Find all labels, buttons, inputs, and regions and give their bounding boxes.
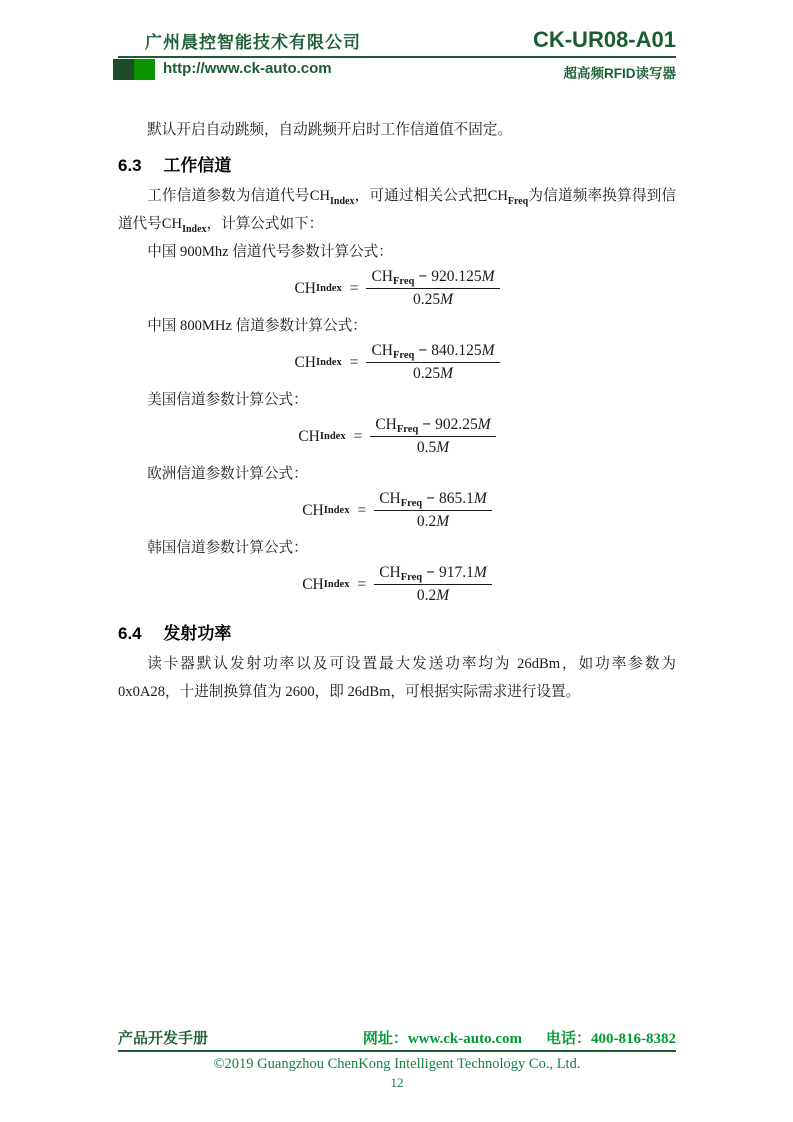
equals-sign: = bbox=[353, 427, 363, 445]
formula-label: 韩国信道参数计算公式： bbox=[147, 540, 308, 556]
fraction-numerator bbox=[370, 415, 495, 437]
fraction-numerator bbox=[366, 341, 499, 363]
formula-group-usa bbox=[118, 386, 676, 458]
manual-name: 产品开发手册 bbox=[118, 1030, 209, 1047]
freq-subscript: Freq bbox=[400, 572, 423, 583]
channel-paragraph bbox=[118, 182, 676, 238]
fraction-denominator bbox=[374, 585, 492, 606]
fraction-denominator bbox=[366, 289, 499, 310]
fraction-numerator bbox=[366, 267, 499, 289]
fraction-numerator bbox=[374, 489, 492, 511]
company-name: 广州晨控智能技术有限公司 bbox=[145, 33, 361, 52]
unit-m: M bbox=[440, 291, 454, 308]
copyright-line: ©2019 Guangzhou ChenKong Intelligent Technology Co., Ltd. bbox=[213, 1056, 581, 1072]
unit-m: M bbox=[481, 342, 495, 359]
fraction-denominator bbox=[370, 437, 495, 458]
denominator-value: 0.25 bbox=[412, 365, 441, 382]
unit-m: M bbox=[481, 268, 495, 285]
formula-group-korea bbox=[118, 534, 676, 606]
formula-group-china-800 bbox=[118, 312, 676, 384]
ch-index-subscript: Index bbox=[329, 196, 355, 207]
formula-group-china-900 bbox=[118, 238, 676, 310]
freq-subscript: Freq bbox=[393, 276, 415, 287]
formula-label: 美国信道参数计算公式： bbox=[147, 392, 308, 408]
formula-label: 中国 900Mhz 信道代号参数计算公式： bbox=[147, 244, 393, 260]
equals-sign: = bbox=[357, 501, 367, 519]
product-model: CK-UR08-A01 bbox=[532, 27, 676, 52]
equals-sign: = bbox=[349, 279, 359, 297]
footer-phone: 400-816-8382 bbox=[591, 1031, 676, 1047]
numerator-base: CH bbox=[371, 268, 393, 285]
channel-paragraph-text: 工作信道参数为信道代号CH bbox=[147, 188, 330, 204]
formula-equation: CH Index = $\frac{CH_{Freq} - 865.1M}{0.2M}$ bbox=[118, 489, 676, 532]
numerator-value: 902.25 bbox=[435, 416, 478, 433]
section-number: 6.3 bbox=[118, 156, 142, 175]
product-category: 超高频RFID读写器 bbox=[563, 66, 676, 81]
section-heading-6-3 bbox=[118, 154, 676, 178]
ch-index-subscript: Index bbox=[182, 224, 207, 235]
fraction bbox=[374, 489, 492, 532]
denominator-value: 0.5 bbox=[416, 439, 437, 456]
company-website: http://www.ck-auto.com bbox=[163, 60, 332, 77]
channel-paragraph-text: ，计算公式如下： bbox=[206, 216, 324, 232]
unit-m: M bbox=[436, 587, 450, 604]
fraction bbox=[366, 341, 499, 384]
unit-m: M bbox=[440, 365, 454, 382]
formula-label: 欧洲信道参数计算公式： bbox=[147, 466, 308, 482]
header-left-group bbox=[113, 59, 332, 80]
minus-sign: − bbox=[418, 342, 428, 359]
section-title: 发射功率 bbox=[163, 624, 232, 643]
logo-square-dark-icon bbox=[113, 59, 134, 80]
formula-equation: CH Index = $\frac{CH_{Freq} - 920.125M}{0.25M}$ bbox=[118, 267, 676, 310]
numerator-base: CH bbox=[379, 490, 401, 507]
numerator-base: CH bbox=[379, 564, 401, 581]
section-number: 6.4 bbox=[118, 624, 142, 643]
header-sub-row bbox=[118, 59, 676, 82]
unit-m: M bbox=[477, 416, 491, 433]
logo-square-light-icon bbox=[134, 59, 155, 80]
freq-subscript: Freq bbox=[396, 424, 419, 435]
fraction bbox=[370, 415, 495, 458]
fraction-numerator bbox=[374, 563, 492, 585]
formula-group-europe bbox=[118, 460, 676, 532]
numerator-value: 917.1 bbox=[438, 564, 474, 581]
minus-sign: − bbox=[422, 416, 432, 433]
freq-subscript: Freq bbox=[400, 498, 423, 509]
minus-sign: − bbox=[426, 564, 435, 581]
denominator-value: 0.2 bbox=[416, 587, 437, 604]
unit-m: M bbox=[473, 490, 487, 507]
section-heading-6-4 bbox=[118, 622, 676, 646]
channel-paragraph-text: ，可通过相关公式把CH bbox=[354, 188, 508, 204]
freq-subscript: Freq bbox=[393, 350, 415, 361]
page-footer bbox=[118, 1027, 676, 1091]
fraction bbox=[366, 267, 499, 310]
fraction-denominator bbox=[374, 511, 492, 532]
formula-equation: CH Index = $\frac{CH_{Freq} - 902.25M}{0.5M}$ bbox=[118, 415, 676, 458]
footer-website: www.ck-auto.com bbox=[407, 1031, 522, 1047]
intro-paragraph: 默认开启自动跳频，自动跳频开启时工作信道值不固定。 bbox=[147, 122, 513, 138]
numerator-value: 920.125 bbox=[431, 268, 482, 285]
footer-title-row bbox=[118, 1027, 676, 1052]
footer-contact bbox=[363, 1027, 676, 1048]
formula-lhs: CH bbox=[302, 575, 324, 593]
header-title-row bbox=[118, 27, 676, 58]
document-content bbox=[118, 106, 676, 706]
fraction bbox=[374, 563, 492, 606]
minus-sign: − bbox=[418, 268, 428, 285]
minus-sign: − bbox=[426, 490, 435, 507]
fraction-denominator bbox=[366, 363, 499, 384]
channel-paragraph-text: 为信道频率换算得到信道代号CH bbox=[118, 188, 676, 232]
numerator-base: CH bbox=[371, 342, 393, 359]
formula-label: 中国 800MHz 信道参数计算公式： bbox=[147, 318, 367, 334]
numerator-value: 840.125 bbox=[431, 342, 482, 359]
unit-m: M bbox=[436, 439, 450, 456]
page-header bbox=[118, 27, 676, 82]
phone-label: 电话： bbox=[545, 1031, 591, 1047]
unit-m: M bbox=[436, 513, 450, 530]
numerator-value: 865.1 bbox=[438, 490, 474, 507]
equals-sign: = bbox=[357, 575, 367, 593]
formula-lhs: CH bbox=[302, 501, 324, 519]
power-paragraph: 读卡器默认发射功率以及可设置最大发送功率均为 26dBm，如功率参数为 0x0A28，十进制换算值为 2600，即 26dBm，可根据实际需求进行设置。 bbox=[118, 656, 676, 700]
formula-lhs: CH bbox=[298, 427, 320, 445]
numerator-base: CH bbox=[375, 416, 397, 433]
section-title: 工作信道 bbox=[163, 156, 232, 175]
unit-m: M bbox=[473, 564, 487, 581]
ch-freq-subscript: Freq bbox=[507, 196, 529, 207]
page-number: 12 bbox=[390, 1075, 404, 1090]
formula-equation: CH Index = $\frac{CH_{Freq} - 840.125M}{0.25M}$ bbox=[118, 341, 676, 384]
denominator-value: 0.2 bbox=[416, 513, 437, 530]
formula-equation: CH Index = $\frac{CH_{Freq} - 917.1M}{0.2M}$ bbox=[118, 563, 676, 606]
formula-lhs: CH bbox=[294, 353, 317, 371]
website-label: 网址： bbox=[362, 1031, 408, 1047]
formula-lhs: CH bbox=[294, 279, 317, 297]
equals-sign: = bbox=[349, 353, 359, 371]
denominator-value: 0.25 bbox=[412, 291, 441, 308]
